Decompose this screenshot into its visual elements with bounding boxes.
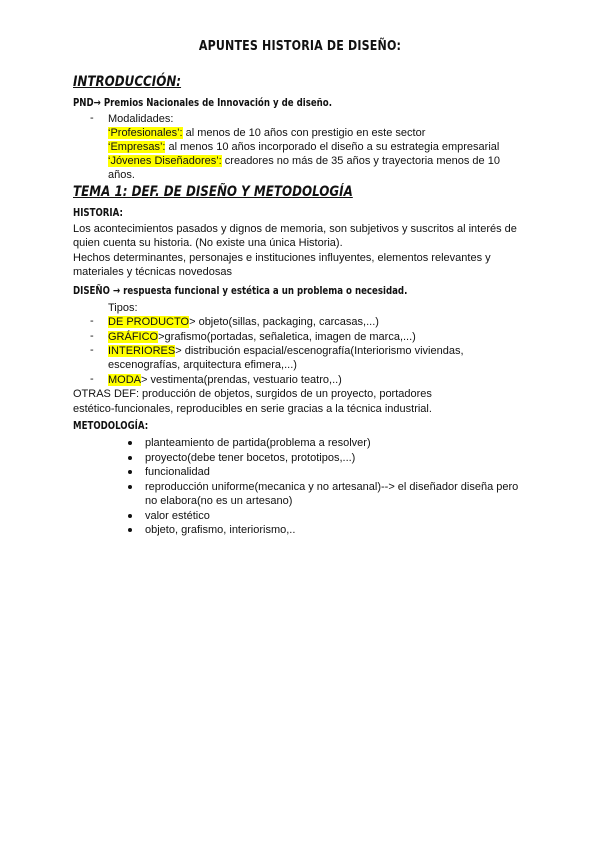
tipos-label: Tipos: [108, 302, 138, 314]
highlight: MODA [108, 374, 141, 386]
bullet-icon [128, 514, 132, 518]
bullet-icon [128, 470, 132, 474]
dash-marker: - [90, 330, 94, 342]
highlight: ‘Profesionales’: [108, 127, 183, 139]
dash-marker: - [90, 315, 94, 327]
tema1-heading: TEMA 1: DEF. DE DISEÑO Y METODOLOGÍA [73, 184, 353, 200]
metodologia-item-cont: no elabora(no es un artesano) [145, 495, 293, 507]
otras-line: estético-funcionales, reproducibles en serie gracias a la técnica industrial. [73, 403, 432, 415]
historia-label: HISTORIA: [73, 207, 123, 219]
modalidad-item: ‘Profesionales’: al menos de 10 años con prestigio en este sector [108, 127, 426, 139]
highlight: ‘Empresas’: [108, 141, 166, 153]
document-title: APUNTES HISTORIA DE DISEÑO: [198, 38, 402, 54]
otras-line: OTRAS DEF: producción de objetos, surgidos de un proyecto, portadores [73, 388, 432, 400]
historia-line: Hechos determinantes, personajes e instituciones influyentes, elementos relevantes y [73, 252, 491, 264]
metodologia-item: proyecto(debe tener bocetos, prototipos,...) [145, 452, 356, 464]
dash-marker: - [90, 373, 94, 385]
highlight: ‘Jóvenes Diseñadores’: [108, 155, 222, 167]
modalidades-label: Modalidades: [108, 113, 174, 125]
bullet-icon [128, 528, 132, 532]
modalidad-item: ‘Jóvenes Diseñadores’: creadores no más de 35 años y trayectoria menos de 10 [108, 155, 500, 167]
highlight: INTERIORES [108, 345, 176, 357]
metodologia-label: METODOLOGÍA: [73, 420, 149, 432]
bullet-icon [128, 485, 132, 489]
metodologia-item: planteamiento de partida(problema a resolver) [145, 437, 371, 449]
historia-line: materiales y técnicas novedosas [73, 266, 232, 278]
modalidad-item-cont: años. [108, 169, 135, 181]
metodologia-item: reproducción uniforme(mecanica y no artesanal)--> el diseñador diseña pero [145, 481, 519, 493]
intro-heading: INTRODUCCIÓN: [73, 74, 182, 90]
pnd-line: PND→ Premios Nacionales de Innovación y de diseño. [73, 97, 332, 109]
bullet-icon [128, 456, 132, 460]
metodologia-item: funcionalidad [145, 466, 210, 478]
bullet-icon [128, 441, 132, 445]
tipo-item: MODA> vestimenta(prendas, vestuario teatro,..) [108, 374, 342, 386]
diseno-definition: DISEÑO → respuesta funcional y estética a un problema o necesidad. [73, 285, 408, 297]
dash-marker: - [90, 344, 94, 356]
tipo-item: INTERIORES> distribución espacial/escenografía(Interiorismo viviendas, [108, 345, 464, 357]
tipo-item-cont: escenografías, arquitectura efimera,...) [108, 359, 297, 371]
metodologia-item: valor estético [145, 510, 210, 522]
highlight: DE PRODUCTO [108, 316, 190, 328]
metodologia-item: objeto, grafismo, interiorismo,.. [145, 524, 296, 536]
highlight: GRÁFICO [108, 331, 159, 343]
historia-line: quien cuenta su historia. (No existe una única Historia). [73, 237, 343, 249]
historia-line: Los acontecimientos pasados y dignos de memoria, son subjetivos y suscritos al interés de [73, 223, 517, 235]
modalidad-item: ‘Empresas’: al menos 10 años incorporado el diseño a su estrategia empresarial [108, 141, 500, 153]
dash-marker: - [90, 112, 94, 124]
tipo-item: DE PRODUCTO> objeto(sillas, packaging, carcasas,...) [108, 316, 379, 328]
tipo-item: GRÁFICO>grafismo(portadas, señaletica, imagen de marca,...) [108, 331, 416, 343]
